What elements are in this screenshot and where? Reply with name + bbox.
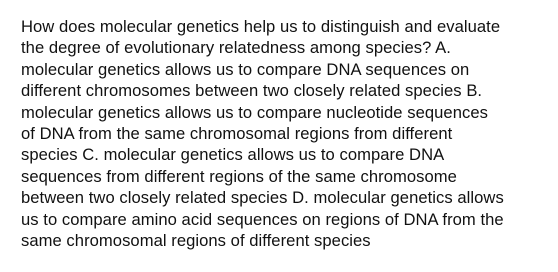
question-line: between two closely related species D. molecular genetics allows (21, 188, 504, 208)
question-line: of DNA from the same chromosomal regions from different (21, 124, 453, 144)
question-line: molecular genetics allows us to compare DNA sequences on (21, 59, 470, 79)
question-line: same chromosomal regions of different species (21, 231, 371, 251)
question-line: species C. molecular genetics allows us to compare DNA (21, 145, 445, 165)
question-line: sequences from different regions of the same chromosome (21, 166, 457, 186)
question-text (21, 16, 543, 251)
question-line: different chromosomes between two closely related species B. (21, 81, 483, 101)
question-line: molecular genetics allows us to compare nucleotide sequences (21, 102, 488, 122)
question-line: How does molecular genetics help us to distinguish and evaluate (21, 17, 501, 36)
question-line: us to compare amino acid sequences on regions of DNA from the (21, 209, 504, 229)
question-line: the degree of evolutionary relatedness among species? A. (21, 38, 451, 58)
